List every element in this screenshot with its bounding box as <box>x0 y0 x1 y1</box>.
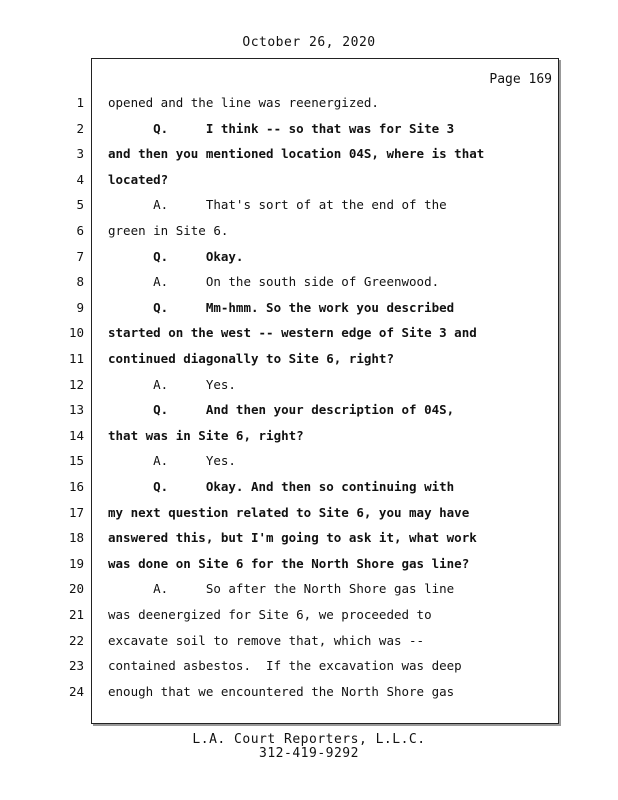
line-number: 1 <box>76 95 84 110</box>
line-number: 22 <box>68 632 84 648</box>
line-number: 5 <box>76 197 84 213</box>
transcript-line: A. So after the North Shore gas line <box>108 581 455 597</box>
line-number: 10 <box>68 325 84 341</box>
transcript-line: started on the west -- western edge of Site 3 and <box>108 325 477 341</box>
line-number: 24 <box>68 683 84 699</box>
line-number: 15 <box>68 453 84 469</box>
line-number: 19 <box>68 555 84 571</box>
transcript-date: October 26, 2020 <box>242 35 376 50</box>
transcript-line: located? <box>108 171 169 187</box>
line-number: 8 <box>76 274 84 290</box>
page-number: Page 169 <box>489 72 552 87</box>
transcript-line: green in Site 6. <box>108 223 229 238</box>
line-number: 13 <box>68 402 84 418</box>
transcript-line: Q. Mm-hmm. So the work you described <box>108 299 455 315</box>
line-number: 23 <box>68 658 84 674</box>
line-number: 12 <box>68 376 84 392</box>
footer <box>0 733 618 761</box>
transcript-line: excavate soil to remove that, which was -- <box>108 632 425 648</box>
transcript-line: that was in Site 6, right? <box>108 427 304 443</box>
transcript-line: continued diagonally to Site 6, right? <box>108 351 394 366</box>
transcript-line: Q. And then your description of 04S, <box>108 402 455 418</box>
reporter-company: L.A. Court Reporters, L.L.C. <box>192 732 426 747</box>
line-number: 6 <box>76 223 84 238</box>
transcript-line: and then you mentioned location 04S, where is that <box>108 146 485 162</box>
line-number: 11 <box>68 351 84 366</box>
transcript-line: my next question related to Site 6, you may have <box>108 504 470 520</box>
transcript-line: was done on Site 6 for the North Shore gas line? <box>108 555 470 571</box>
transcript-line: Q. Okay. <box>108 248 244 264</box>
line-number: 2 <box>76 120 84 136</box>
transcript-line: A. Yes. <box>108 376 236 392</box>
line-number: 16 <box>68 479 84 494</box>
transcript-line: Q. I think -- so that was for Site 3 <box>108 120 455 136</box>
line-number: 21 <box>68 607 84 622</box>
transcript-line: A. That's sort of at the end of the <box>108 197 447 213</box>
line-number: 18 <box>68 530 84 546</box>
transcript-line: A. Yes. <box>108 453 236 469</box>
line-number: 3 <box>76 146 84 162</box>
line-number: 4 <box>76 171 84 187</box>
line-number: 20 <box>68 581 84 597</box>
transcript-line: A. On the south side of Greenwood. <box>108 274 440 290</box>
line-number: 9 <box>76 299 84 315</box>
transcript-line: Q. Okay. And then so continuing with <box>108 479 455 494</box>
transcript-line: opened and the line was reenergized. <box>108 95 379 110</box>
line-number: 17 <box>68 504 84 520</box>
transcript-line: answered this, but I'm going to ask it, what work <box>108 530 477 546</box>
line-number: 14 <box>68 427 84 443</box>
reporter-phone: 312-419-9292 <box>259 746 359 761</box>
line-number: 7 <box>76 248 84 264</box>
transcript-line: contained asbestos. If the excavation was deep <box>108 658 462 674</box>
transcript-line: was deenergized for Site 6, we proceeded to <box>108 607 432 622</box>
transcript-line: enough that we encountered the North Shore gas <box>108 683 455 699</box>
